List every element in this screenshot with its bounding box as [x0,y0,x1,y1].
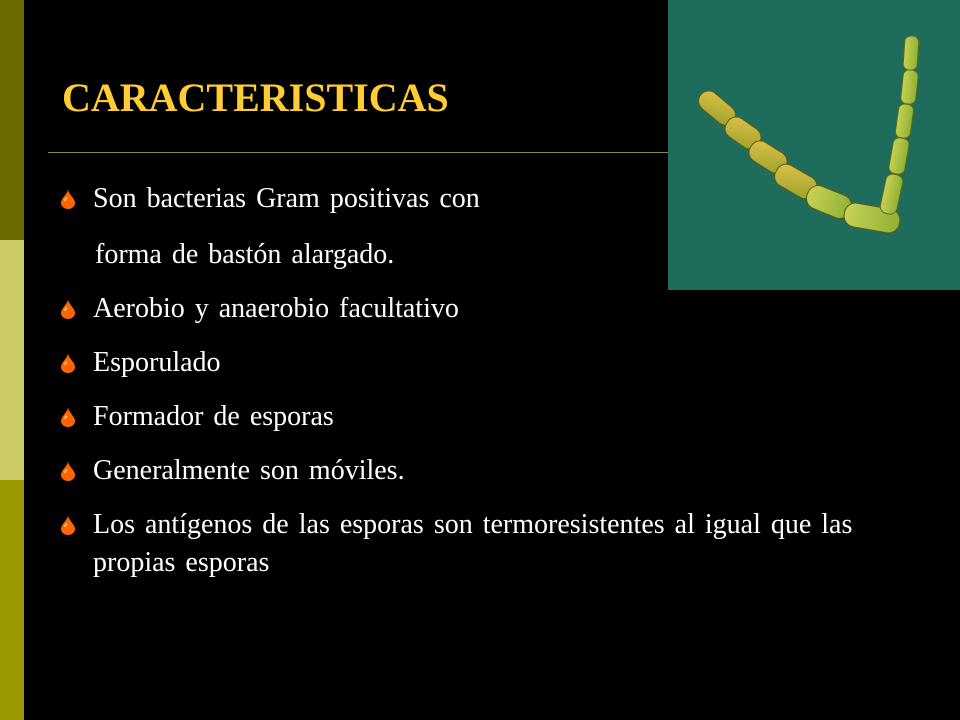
drop-bullet-icon [60,407,76,427]
list-item [60,452,920,490]
drop-bullet-icon [60,353,76,373]
list-item [60,290,920,328]
bullet-text: Los antígenos de las esporas son termoresistentes al igual que las propias esporas [93,509,853,578]
bullet-text: Formador de esporas [93,401,334,432]
list-item [60,180,920,218]
bullet-text: Esporulado [93,347,221,378]
drop-bullet-icon [60,189,76,209]
slide-title: CARACTERISTICAS [62,75,449,120]
bullet-continuation: forma de bastón alargado. [95,239,395,270]
list-item [60,398,920,436]
bullet-text: Aerobio y anaerobio facultativo [93,293,459,324]
bullet-text: Generalmente son móviles. [93,455,405,486]
list-item [60,344,920,382]
drop-bullet-icon [60,299,76,319]
list-item [60,506,920,582]
drop-bullet-icon [60,515,76,535]
bullet-text: Son bacterias Gram positivas con [93,183,480,214]
drop-bullet-icon [60,461,76,481]
